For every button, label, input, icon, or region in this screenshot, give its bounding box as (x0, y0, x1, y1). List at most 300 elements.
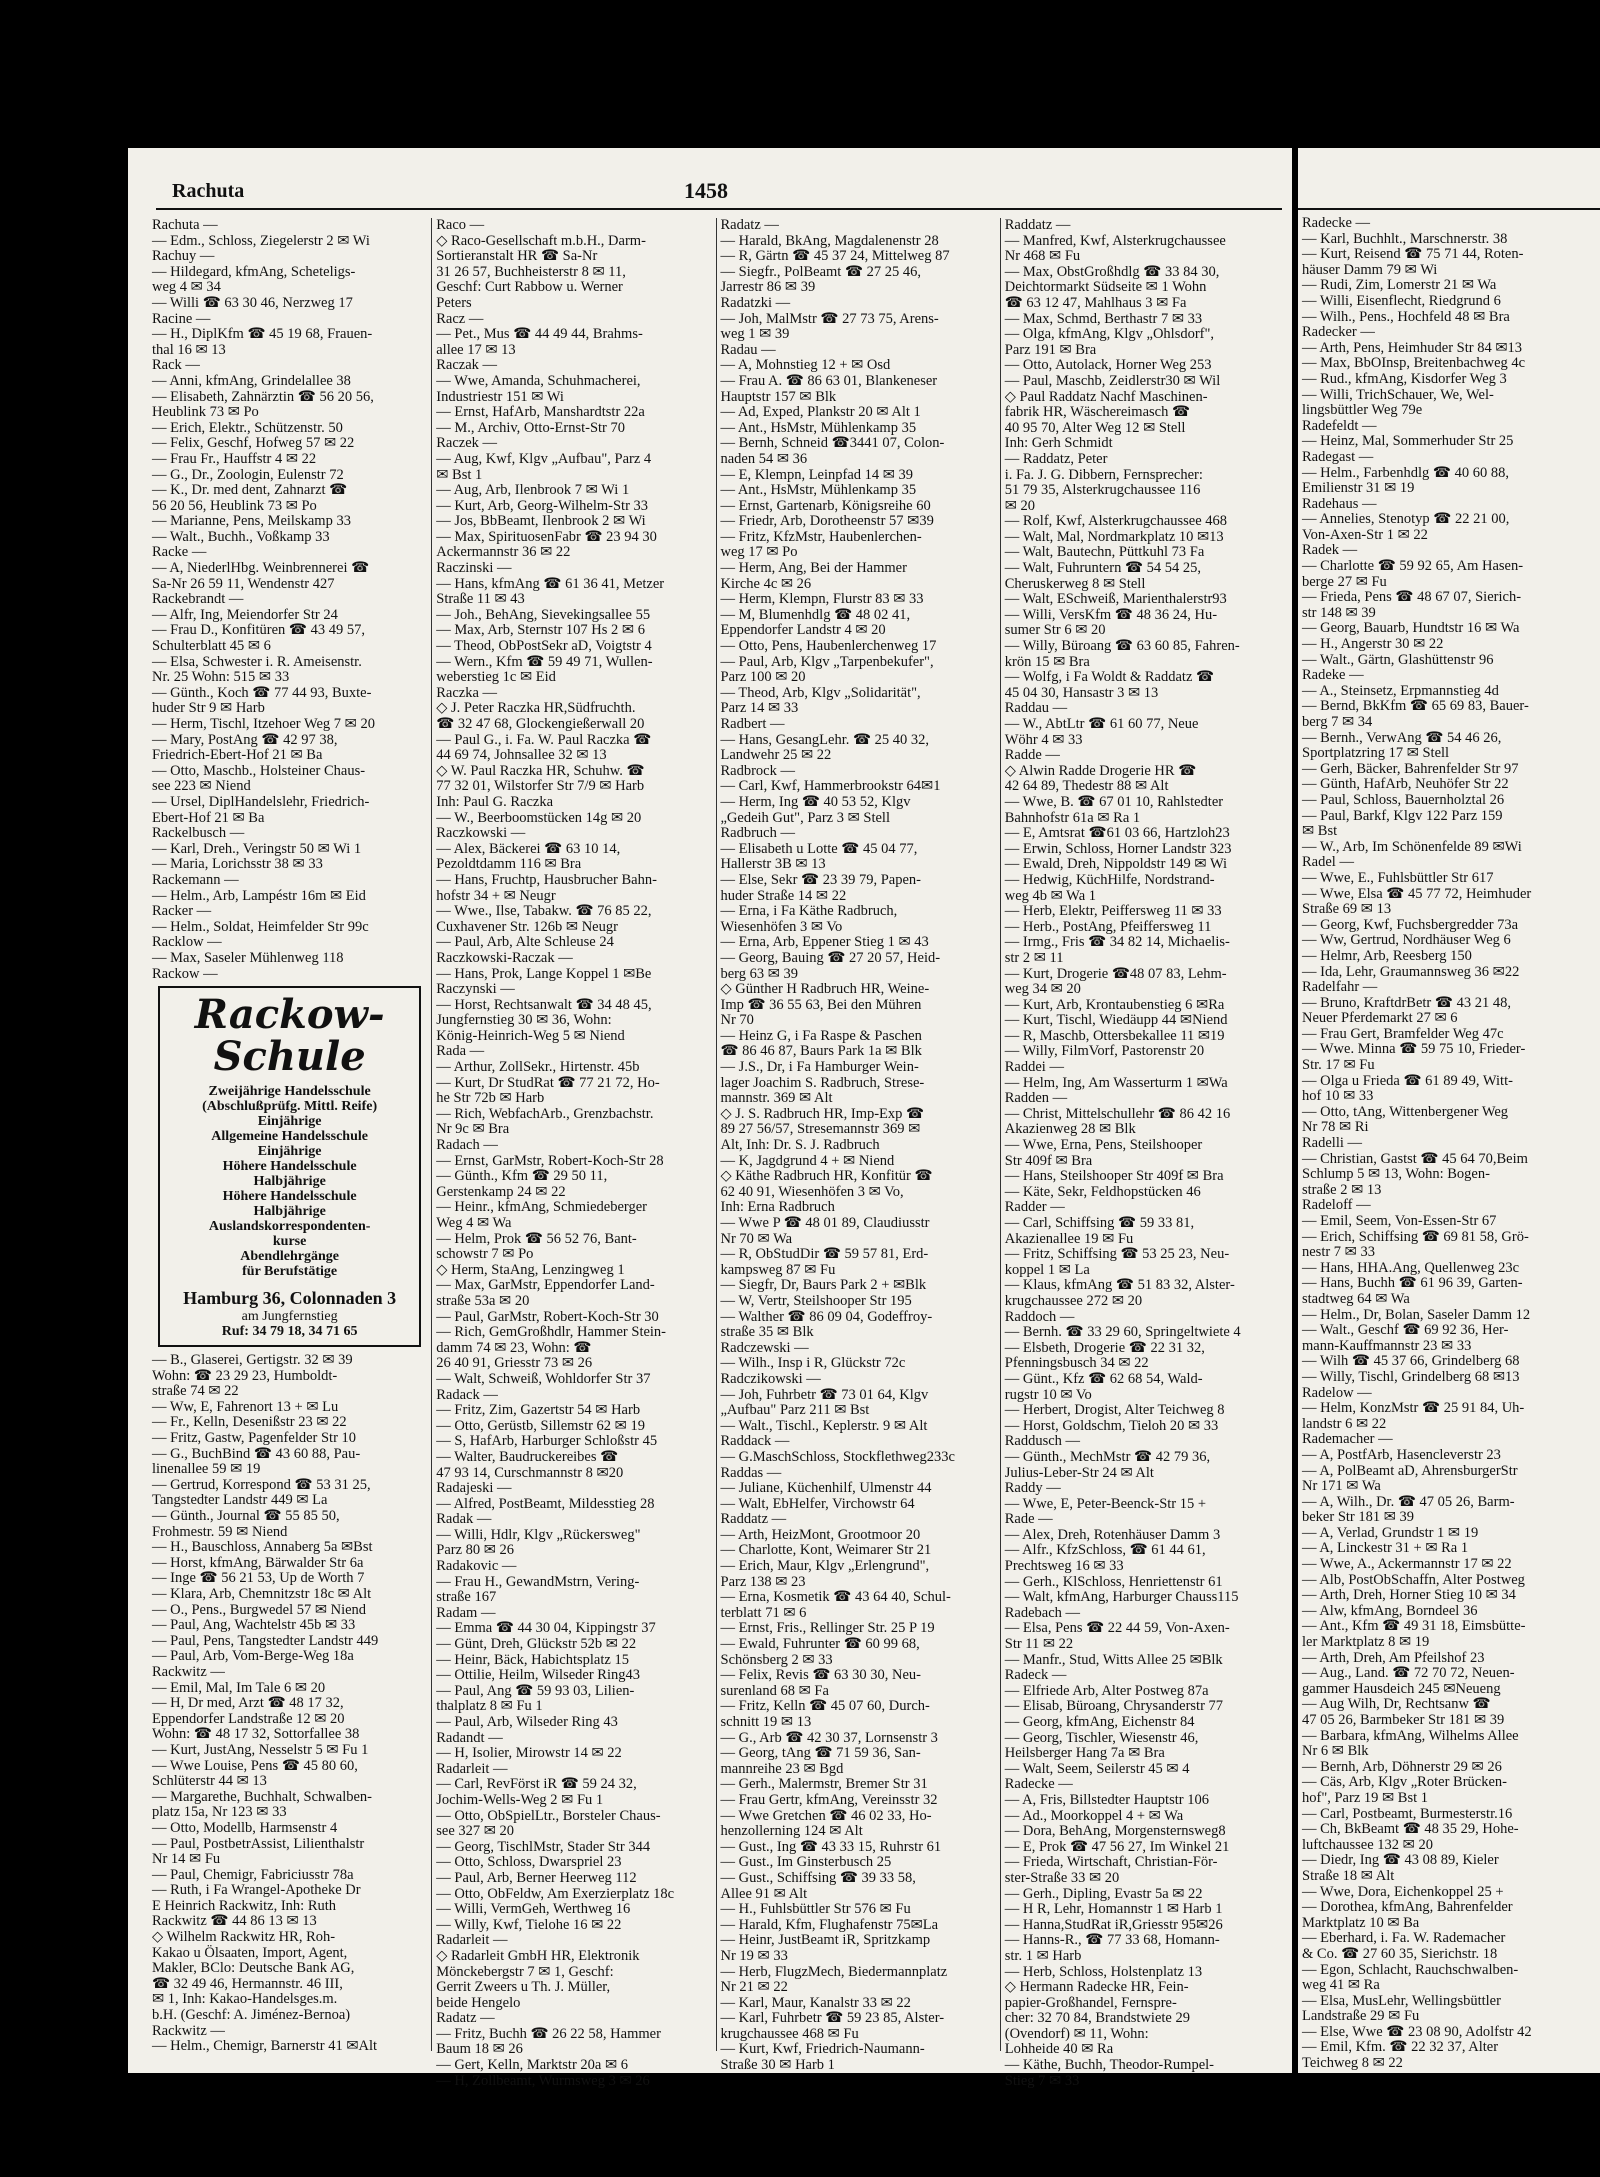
directory-entry-line: — Aug, Arb, Ilenbrook 7 ✉ Wi 1 (436, 482, 630, 499)
ad-line: Zweijährige Handelsschule (208, 1084, 371, 1100)
directory-entry-line: Radatz — (436, 2010, 495, 2027)
directory-entry-line: Kakao u Ölsaaten, Import, Agent, (152, 1944, 348, 1961)
directory-entry-line: krugchaussee 468 ✉ Fu (720, 2025, 859, 2042)
directory-entry-line: — A, Verlad, Grundstr 1 ✉ 19 (1302, 1524, 1479, 1541)
ad-address: Hamburg 36, Colonnaden 3 (183, 1288, 397, 1309)
directory-entry-line: Schulterblatt 45 ✉ 6 (152, 638, 271, 655)
directory-entry-line: — Alw, kfmAng, Borndeel 36 (1302, 1602, 1478, 1619)
directory-entry-line: Nr 19 ✉ 33 (720, 1947, 788, 1964)
directory-entry-line: — Herb, FlugzMech, Biedermannplatz (720, 1963, 948, 1980)
directory-entry-line: papier-Großhandel, Fernspre- (1004, 1994, 1177, 2011)
directory-entry-line: — Walt, Bautechn, Püttkuhl 73 Fa (1004, 544, 1205, 561)
directory-entry-line: Schlüterstr 44 ✉ 13 (152, 1773, 267, 1790)
directory-entry-line: — Frieda, Pens ☎ 48 67 07, Sierich- (1302, 589, 1522, 606)
directory-entry-line: — Otto, Schloss, Dwarspriel 23 (436, 1854, 622, 1871)
directory-entry-line: — Paul, GarMstr, Robert-Koch-Str 30 (436, 1308, 659, 1325)
directory-entry-line: — Karl, Maur, Kanalstr 33 ✉ 22 (720, 1994, 911, 2011)
directory-entry-line: Pezoldtdamm 116 ✉ Bra (436, 856, 582, 873)
directory-entry-line: Pfenningsbusch 34 ✉ 22 (1004, 1355, 1149, 1372)
directory-entry-line: Raddei — (1004, 1059, 1064, 1076)
directory-entry-line: — G., Arb ☎ 42 30 37, Lornsenstr 3 (720, 1729, 938, 1746)
directory-entry-line: Racklow — (152, 934, 222, 951)
directory-entry-line: — Heinr, JustBeamt iR, Spritzkamp (720, 1932, 931, 1949)
directory-entry-line: Parz 191 ✉ Bra (1004, 341, 1097, 358)
directory-entry-line: — Max, Arb, Sternstr 107 Hs 2 ✉ 6 (436, 622, 645, 639)
directory-entry-line: Straße 11 ✉ 43 (436, 591, 525, 608)
directory-entry-line: — Frau Fr., Hauffstr 4 ✉ 22 (152, 450, 317, 467)
directory-entry-line: — Heinr., kfmAng, Schmiedeberger (436, 1199, 647, 1216)
ad-line: Einjährige (257, 1144, 322, 1160)
directory-entry-line: Radek — (1302, 542, 1358, 559)
directory-entry-line: — Wilh., Insp i R, Glückstr 72c (720, 1355, 906, 1372)
directory-entry-line: — Frau H., GewandMstrn, Vering- (436, 1573, 640, 1590)
directory-entry-line: — Heinz G, i Fa Raspe & Paschen (720, 1027, 922, 1044)
directory-entry-line: — H, Zollbeamt, Wurmsweg 3 ✉ 26 (436, 2072, 650, 2089)
directory-entry-line: Baum 18 ✉ 26 (436, 2041, 523, 2058)
directory-entry-line: Radefeldt — (1302, 417, 1377, 434)
directory-entry-line: Ackermannstr 36 ✉ 22 (436, 544, 571, 561)
directory-entry-line: straße 167 (436, 1589, 497, 1606)
directory-entry-line: — Aug, Kwf, Klgv „Aufbau", Parz 4 (436, 450, 652, 467)
directory-entry-line: — Walter, Baudruckereibes ☎ (436, 1448, 619, 1465)
directory-entry-line: sumer Str 6 ✉ 20 (1004, 622, 1106, 639)
directory-entry-line: — Elsa, Schwester i. R. Ameisenstr. (152, 653, 362, 670)
directory-entry-line: gammer Hausdeich 245 ✉Neueng (1302, 1680, 1501, 1697)
directory-entry-line: — Gert, Kelln, Marktstr 20a ✉ 6 (436, 2057, 628, 2074)
directory-entry-line: — K, Jagdgrund 4 + ✉ Niend (720, 1152, 895, 1169)
directory-entry-line: — Herb, Schloss, Holstenplatz 13 (1004, 1963, 1203, 1980)
directory-entry-line: — H., Fuhlsbüttler Str 576 ✉ Fu (720, 1901, 911, 1918)
directory-entry-line: ☎ 32 49 46, Hermannstr. 46 III, (152, 1975, 343, 1992)
directory-entry-line: — Günth, HafArb, Neuhöfer Str 22 (1302, 776, 1509, 793)
directory-entry-line: straße 53a ✉ 20 (436, 1292, 530, 1309)
directory-entry-line: — Kurt, Reisend ☎ 75 71 44, Roten- (1302, 246, 1524, 263)
directory-entry-line: 56 20 56, Heublink 73 ✉ Po (152, 497, 317, 514)
directory-entry-line: — Hanns-R., ☎ 77 33 68, Homann- (1004, 1932, 1220, 1949)
directory-entry-line: Rachuy — (152, 248, 215, 265)
directory-entry-line: — Rich, WebfachArb., Grenzbachstr. (436, 1105, 654, 1122)
directory-entry-line: — Pet., Mus ☎ 44 49 44, Brahms- (436, 326, 643, 343)
directory-entry-line: i. Fa. J. G. Dibbern, Fernsprecher: (1004, 466, 1203, 483)
directory-entry-line: — Wolfg, i Fa Woldt & Raddatz ☎ (1004, 669, 1215, 686)
directory-entry-line: — Bernh, Arb, Döhnerstr 29 ✉ 26 (1302, 1758, 1502, 1775)
directory-entry-line: ◇ Günther H Radbruch HR, Weine- (720, 981, 930, 998)
directory-entry-line: Radajeski — (436, 1480, 512, 1497)
directory-entry-line: ler Marktplatz 8 ✉ 19 (1302, 1634, 1430, 1651)
column-3 (716, 217, 1000, 2074)
directory-entry-line: — Günt, Dreh, Glückstr 52b ✉ 22 (436, 1636, 637, 1653)
directory-entry-line: 77 32 01, Wilstorfer Str 7/9 ✉ Harb (436, 778, 645, 795)
directory-entry-line: Radatz — (720, 217, 779, 233)
directory-entry-line: straße 2 ✉ 13 (1302, 1181, 1382, 1198)
directory-entry-line: Radehaus — (1302, 495, 1377, 512)
directory-entry-line: — Harald, Kfm, Flughafenstr 75✉La (720, 1916, 939, 1933)
directory-entry-line: — Ww, Gertrud, Nordhäuser Weg 6 (1302, 932, 1511, 949)
directory-entry-line: krön 15 ✉ Bra (1004, 653, 1090, 670)
directory-entry-line: Raddau — (1004, 700, 1068, 717)
directory-entry-line: ☎ 63 12 47, Mahlhaus 3 ✉ Fa (1004, 294, 1187, 311)
directory-entry-line: 47 93 14, Curschmannstr 8 ✉20 (436, 1464, 624, 1481)
directory-entry-line: — Walt., Buchh., Voßkamp 33 (152, 528, 330, 545)
directory-entry-line: — Else, Sekr ☎ 23 39 79, Papen- (720, 871, 921, 888)
directory-entry-line: — Willi, TrichSchauer, We, Wel- (1302, 386, 1494, 403)
running-head: Rachuta (172, 180, 245, 202)
directory-entry-line: — G., BuchBind ☎ 43 60 88, Pau- (152, 1445, 361, 1462)
directory-entry-line: — Paul, Arb, Wilseder Ring 43 (436, 1714, 618, 1730)
directory-entry-line: — A, Mohnstieg 12 + ✉ Osd (720, 357, 891, 374)
ad-line: Halbjährige (253, 1204, 326, 1220)
directory-entry-line: — Otto, ObFeldw, Am Exerzierplatz 18c (436, 1885, 675, 1902)
directory-entry-line: — Siegfr, Dr, Baurs Park 2 + ✉Blk (720, 1277, 927, 1294)
directory-entry-line: — A, Fris, Billstedter Hauptstr 106 (1004, 1791, 1209, 1808)
directory-entry-line: lingsbüttler Weg 79e (1302, 402, 1423, 419)
directory-entry-line: Parz 80 ✉ 26 (436, 1542, 515, 1559)
ad-line: Abendlehrgänge (240, 1249, 340, 1265)
directory-entry-line: — Ant., Kfm ☎ 49 31 18, Eimsbütte- (1302, 1618, 1526, 1635)
directory-entry-line: — A, PolBeamt aD, AhrensburgerStr (1302, 1462, 1518, 1479)
directory-entry-line: — Alfr, Ing, Meiendorfer Str 24 (152, 606, 338, 623)
directory-entry-line: — Alex, Bäckerei ☎ 63 10 14, (436, 840, 621, 857)
directory-entry-line: — H., DiplKfm ☎ 45 19 68, Frauen- (152, 326, 373, 343)
column-4 (1000, 217, 1284, 2089)
directory-entry-line: — Hans, kfmAng ☎ 61 36 41, Metzer (436, 575, 665, 592)
directory-entry-line: — Emil, Seem, Von-Essen-Str 67 (1302, 1213, 1497, 1229)
directory-entry-line: — Arthur, ZollSekr., Hirtenstr. 45b (436, 1059, 640, 1076)
directory-entry-line: — Erna, Arb, Eppener Stieg 1 ✉ 43 (720, 934, 929, 951)
directory-entry-line: ◇ Radarleit GmbH HR, Elektronik (436, 1947, 640, 1964)
directory-entry-line: ☎ 86 46 87, Baurs Park 1a ✉ Blk (720, 1043, 922, 1060)
directory-entry-line: — Ant., HsMstr, Mühlenkamp 35 (720, 419, 917, 436)
directory-entry-line: — Manfred, Kwf, Alsterkrugchaussee (1004, 232, 1226, 249)
ad-line: (Abschlußprüfg. Mittl. Reife) (202, 1099, 378, 1115)
directory-entry-line: Raczka — (436, 684, 498, 701)
directory-entry-line: — Elfriede Arb, Alter Postweg 87a (1004, 1682, 1209, 1699)
directory-entry-line: weg 4b ✉ Wa 1 (1004, 887, 1097, 904)
directory-entry-line: — Christ, Mittelschullehr ☎ 86 42 16 (1004, 1105, 1231, 1122)
directory-entry-line: Radde — (1004, 747, 1060, 764)
directory-entry-line: Hallerstr 3B ✉ 13 (720, 856, 826, 873)
directory-entry-line: — Hans, Fruchtp, Hausbrucher Bahn- (436, 871, 657, 888)
directory-entry-line: — Willi, VersKfm ☎ 48 36 24, Hu- (1004, 606, 1218, 623)
directory-entry-line: — Karl, Buchhlt., Marschnerstr. 38 (1302, 230, 1508, 247)
directory-entry-line: — Max, SpirituosenFabr ☎ 23 94 30 (436, 528, 657, 545)
next-page-column (1302, 215, 1598, 2072)
directory-entry-line: — Alex, Dreh, Rotenhäuser Damm 3 (1004, 1526, 1221, 1543)
directory-entry-line: 45 04 30, Hansastr 3 ✉ 13 (1004, 684, 1159, 701)
directory-entry-line: — Hans, Buchh ☎ 61 96 39, Garten- (1302, 1275, 1523, 1292)
directory-entry-line: Radder — (1004, 1199, 1065, 1216)
directory-entry-line: — Paul, Arb, Berner Heerweg 112 (436, 1869, 637, 1886)
directory-entry-line: ✉ 1, Inh: Kakao-Handelsges.m. (152, 1991, 338, 2008)
directory-entry-line: Cheruskerweg 8 ✉ Stell (1004, 575, 1146, 592)
directory-entry-line: — Hans, HHA.Ang, Quellenweg 23c (1302, 1259, 1520, 1276)
directory-entry-line: Schlump 5 ✉ 13, Wohn: Bogen- (1302, 1166, 1490, 1183)
directory-entry-line: — A, PostfArb, Hasencleverstr 23 (1302, 1446, 1501, 1463)
directory-entry-line: (Ovendorf) ✉ 11, Wohn: (1004, 2025, 1149, 2042)
directory-entry-line: Radecke — (1004, 1776, 1073, 1793)
ad-line: kurse (272, 1234, 307, 1250)
directory-entry-line: luftchaussee 132 ✉ 20 (1302, 1836, 1433, 1853)
directory-entry-line: — Arth, Dreh, Am Pfeilshof 23 (1302, 1649, 1485, 1666)
directory-entry-line: — H, Dr med, Arzt ☎ 48 17 32, (152, 1695, 344, 1712)
directory-entry-line: Radarleit — (436, 1932, 508, 1949)
directory-entry-line: — Walt, EbHelfer, Virchowstr 64 (720, 1495, 915, 1512)
header-rule (156, 208, 1282, 210)
directory-entry-line: — Willy, FilmVorf, Pastorenstr 20 (1004, 1043, 1205, 1060)
directory-entry-line: — Walt, kfmAng, Harburger Chauss115 (1004, 1589, 1239, 1606)
directory-entry-line: — Otto, Modellb, Harmsenstr 4 (152, 1819, 338, 1836)
directory-entry-line: — K., Dr. med dent, Zahnarzt ☎ (152, 482, 348, 499)
directory-entry-line: ☎ 32 47 68, Glockengießerwall 20 (436, 716, 645, 732)
directory-entry-line: krugchaussee 272 ✉ 20 (1004, 1292, 1143, 1309)
directory-entry-line: — Paul, Arb, Alte Schleuse 24 (436, 934, 614, 951)
directory-entry-line: — Frau Gert, Bramfelder Weg 47c (1302, 1025, 1504, 1042)
directory-entry-line: Raddy — (1004, 1480, 1061, 1497)
directory-entry-line: — Kurt, Arb, Georg-Wilhelm-Str 33 (436, 497, 649, 514)
directory-entry-line: — S, HafArb, Harburger Schloßstr 45 (436, 1433, 658, 1450)
directory-entry-line: — Fritz, Schiffsing ☎ 53 25 23, Neu- (1004, 1246, 1230, 1263)
directory-entry-line: Akazienallee 19 ✉ Fu (1004, 1230, 1134, 1247)
directory-entry-line: weg 17 ✉ Po (720, 544, 798, 561)
directory-entry-line: — Wwe Gretchen ☎ 46 02 33, Ho- (720, 1807, 932, 1824)
directory-entry-line: — Walt, Seem, Seilerstr 45 ✉ 4 (1004, 1760, 1190, 1777)
directory-entry-line: — A, NiederlHbg. Weinbrennerei ☎ (152, 560, 370, 577)
directory-entry-line: berge 27 ✉ Fu (1302, 573, 1387, 590)
directory-entry-line: Alt, Inh: Dr. S. J. Radbruch (720, 1137, 880, 1154)
directory-entry-line: koppel 1 ✉ La (1004, 1261, 1090, 1278)
directory-entry-line: & Co. ☎ 27 60 35, Sierichstr. 18 (1302, 1945, 1498, 1962)
directory-entry-line: — Helm, Prok ☎ 56 52 76, Bant- (436, 1230, 637, 1247)
directory-entry-line: 40 95 70, Alter Weg 12 ✉ Stell (1004, 419, 1186, 436)
next-page-header-rule (1298, 208, 1600, 210)
directory-entry-line: — Helm, KonzMstr ☎ 25 91 84, Uh- (1302, 1400, 1525, 1417)
directory-entry-line: — Hedwig, KüchHilfe, Nordstrand- (1004, 871, 1215, 888)
directory-entry-line: damm 74 ✉ 23, Wohn: ☎ (436, 1339, 592, 1356)
directory-entry-line: Emilienstr 31 ✉ 19 (1302, 480, 1415, 497)
column-2 (431, 217, 715, 2089)
directory-entry-line: Rackwitz — (152, 1663, 225, 1680)
directory-entry-line: — R, ObStudDir ☎ 59 57 81, Erd- (720, 1246, 929, 1263)
directory-entry-line: — Elisabeth u Lotte ☎ 45 04 77, (720, 840, 918, 857)
directory-entry-line: kampsweg 87 ✉ Fu (720, 1261, 836, 1278)
directory-entry-line: Cuxhavener Str. 126b ✉ Neugr (436, 918, 618, 935)
directory-entry-line: — J.S., Dr, i Fa Hamburger Wein- (720, 1059, 919, 1076)
directory-entry-line: — Horst, Goldschm, Tieloh 20 ✉ 33 (1004, 1417, 1219, 1434)
directory-entry-line: — Paul, Chemigr, Fabriciusstr 78a (152, 1866, 354, 1883)
directory-entry-line: mann-Kauffmannstr 23 ✉ 33 (1302, 1337, 1472, 1354)
directory-entry-line: lager Joachim S. Radbruch, Strese- (720, 1074, 925, 1091)
directory-entry-line: — Raddatz, Peter (1004, 450, 1108, 467)
directory-entry-line: — B., Glaserei, Gertigstr. 32 ✉ 39 (152, 1352, 353, 1369)
directory-entry-line: Raddatz — (720, 1511, 787, 1528)
directory-entry-line: Radecke — (1302, 215, 1371, 231)
ad-title: Schule (213, 1033, 366, 1081)
directory-entry-line: — W., AbtLtr ☎ 61 60 77, Neue (1004, 716, 1199, 732)
directory-entry-line: ster-Straße 33 ✉ 20 (1004, 1869, 1120, 1886)
directory-entry-line: Sa-Nr 26 59 11, Wendenstr 427 (152, 575, 335, 592)
directory-entry-line: — Ernst, Gartenarb, Königsreihe 60 (720, 497, 931, 514)
directory-entry-line: — Manfr., Stud, Witts Allee 25 ✉Blk (1004, 1651, 1223, 1668)
directory-entry-line: — Erich, Elektr., Schützenstr. 50 (152, 419, 343, 436)
directory-entry-line: Wiesenhöfen 3 ✉ Vo (720, 918, 843, 935)
directory-entry-line: Kirche 4c ✉ 26 (720, 575, 812, 592)
directory-entry-line: — Willi, Eisenflecht, Riedgrund 6 (1302, 292, 1501, 309)
directory-entry-line: — Gust., Im Ginsterbusch 25 (720, 1854, 892, 1871)
directory-entry-line: — Georg, tAng ☎ 71 59 36, San- (720, 1745, 921, 1762)
directory-entry-line: — Willy, Büroang ☎ 63 60 85, Fahren- (1004, 638, 1240, 655)
directory-entry-line: Schönsberg 2 ✉ 33 (720, 1651, 833, 1668)
directory-entry-line: — Käte, Sekr, Feldhopstücken 46 (1004, 1183, 1201, 1200)
directory-entry-line: platz 15a, Nr 123 ✉ 33 (152, 1804, 287, 1821)
directory-entry-line: — W., Arb, Im Schönenfelde 89 ✉Wi (1302, 838, 1522, 855)
directory-entry-line: — Horst, Rechtsanwalt ☎ 34 48 45, (436, 996, 652, 1013)
directory-entry-line: schowstr 7 ✉ Po (436, 1246, 534, 1263)
directory-entry-line: beide Hengelo (436, 1994, 521, 2011)
directory-entry-line: — Herm, Ang, Bei der Hammer (720, 560, 907, 577)
directory-entry-line: — Ernst, HafArb, Manshardtstr 22a (436, 404, 645, 421)
directory-entry-line: henzollerning 124 ✉ Alt (720, 1823, 863, 1840)
directory-entry-line: — Karl, Fuhrbetr ☎ 59 23 85, Alster- (720, 2010, 945, 2027)
ad-line: Höhere Handelsschule (222, 1189, 357, 1205)
directory-entry-line: — Rich, GemGroßhdlr, Hammer Stein- (436, 1324, 667, 1341)
directory-entry-line: — Bernd, BkKfm ☎ 65 69 83, Bauer- (1302, 698, 1529, 715)
directory-entry-line: — Barbara, kfmAng, Wilhelms Allee (1302, 1727, 1519, 1744)
directory-entry-line: — Cäs, Arb, Klgv „Roter Brücken- (1302, 1774, 1507, 1791)
directory-entry-line: Radbrock — (720, 762, 795, 779)
column-1 (148, 217, 431, 2055)
directory-entry-line: — H., Bauschloss, Annaberg 5a ✉Bst (152, 1539, 373, 1556)
directory-entry-line: — M., Archiv, Otto-Ernst-Str 70 (436, 419, 626, 436)
directory-entry-line: — Marianne, Pens, Meilskamp 33 (152, 513, 351, 530)
directory-entry-line: Wöhr 4 ✉ 33 (1004, 731, 1083, 748)
directory-entry-line: — Helmr, Arb, Reesberg 150 (1302, 947, 1472, 964)
directory-entry-line: — Arth, Dreh, Horner Stieg 10 ✉ 34 (1302, 1587, 1516, 1604)
directory-entry-line: mannreihe 23 ✉ Bgd (720, 1760, 844, 1777)
directory-entry-line: — Kurt, Dr StudRat ☎ 77 21 72, Ho- (436, 1074, 660, 1091)
directory-entry-line: — Paul, Maschb, Zeidlerstr30 ✉ Wil (1004, 372, 1221, 389)
directory-entry-line: — Fritz, Zim, Gazertstr 54 ✉ Harb (436, 1402, 641, 1419)
directory-entry-line: — Theod, Arb, Klgv „Solidarität", (720, 684, 921, 701)
directory-entry-line: — Fritz, Kelln ☎ 45 07 60, Durch- (720, 1698, 930, 1715)
directory-entry-line: linenallee 59 ✉ 19 (152, 1461, 261, 1478)
directory-entry-line: — Rudi, Zim, Lomerstr 21 ✉ Wa (1302, 277, 1497, 294)
directory-entry-line: — E, Amtsrat ☎61 03 66, Hartzloh23 (1004, 825, 1230, 842)
directory-entry-line: Raco — (436, 217, 485, 233)
directory-entry-line: — Walt, Schweiß, Wohldorfer Str 37 (436, 1370, 651, 1387)
directory-entry-line: — Kurt, Drogerie ☎48 07 83, Lehm- (1004, 965, 1227, 982)
directory-entry-line: Weg 4 ✉ Wa (436, 1215, 512, 1231)
directory-entry-line: — Carl, Kwf, Hammerbrookstr 64✉1 (720, 778, 941, 795)
directory-entry-line: schnitt 19 ✉ 13 (720, 1714, 812, 1730)
directory-entry-line: Von-Axen-Str 1 ✉ 22 (1302, 526, 1428, 543)
directory-entry-line: — Theod, ObPostSekr aD, Voigtstr 4 (436, 638, 652, 655)
directory-entry-line: — Gust., Schiffsing ☎ 39 33 58, (720, 1869, 916, 1886)
directory-entry-line: — Frieda, Wirtschaft, Christian-För- (1004, 1854, 1218, 1871)
directory-entry-line: Radbert — (720, 716, 785, 732)
directory-entry-line: stadtweg 64 ✉ Wa (1302, 1290, 1410, 1307)
directory-entry-line: — Walt, Mal, Nordmarkplatz 10 ✉13 (1004, 528, 1224, 545)
directory-entry-line: str 148 ✉ 39 (1302, 604, 1376, 621)
directory-entry-line: — Wern., Kfm ☎ 59 49 71, Wullen- (436, 653, 653, 670)
directory-entry-line: — Walt, Fuhruntern ☎ 54 54 25, (1004, 560, 1202, 577)
directory-entry-line: — Bruno, KraftdrBetr ☎ 43 21 48, (1302, 994, 1511, 1011)
directory-entry-line: — A, Linckestr 31 + ✉ Ra 1 (1302, 1540, 1469, 1557)
page-number: 1458 (684, 178, 728, 203)
directory-entry-line: — Paul, Arb, Vom-Berge-Weg 18a (152, 1648, 354, 1665)
directory-entry-line: Nr 70 ✉ Wa (720, 1230, 793, 1247)
directory-entry-line: Raczynski — (436, 981, 515, 998)
ad-line: Auslandskorrespondenten- (208, 1219, 371, 1235)
directory-entry-line: — Walther ☎ 86 09 04, Godeffroy- (720, 1308, 933, 1325)
directory-entry-line: Racine — (152, 310, 211, 327)
directory-entry-line: str 2 ✉ 11 (1004, 949, 1064, 966)
directory-entry-line: Nr 21 ✉ 22 (720, 1979, 788, 1996)
directory-entry-line: Radegast — (1302, 448, 1374, 465)
directory-entry-line: ◇ J. S. Radbruch HR, Imp-Exp ☎ (720, 1105, 925, 1122)
directory-entry-line: — Herbert, Drogist, Alter Teichweg 8 (1004, 1402, 1225, 1419)
directory-entry-line: Radandt — (436, 1729, 503, 1746)
directory-entry-line: — Elisabeth, Zahnärztin ☎ 56 20 56, (152, 388, 374, 405)
directory-entry-line: straße 35 ✉ Blk (720, 1324, 814, 1341)
directory-entry-line: landstr 6 ✉ 22 (1302, 1415, 1387, 1432)
directory-entry-line: — Helm., Chemigr, Barnerstr 41 ✉Alt (152, 2038, 378, 2055)
directory-entry-line: — Wwe, B. ☎ 67 01 10, Rahlstedter (1004, 793, 1224, 810)
directory-entry-line: — Günth., Journal ☎ 55 85 50, (152, 1508, 340, 1525)
directory-entry-line: — Rolf, Kwf, Alsterkrugchaussee 468 (1004, 513, 1228, 530)
directory-entry-line: Makler, BClo: Deutsche Bank AG, (152, 1960, 355, 1977)
directory-entry-line: Radam — (436, 1604, 496, 1621)
directory-entry-line: — Elsa, Pens ☎ 22 44 59, Von-Axen- (1004, 1620, 1230, 1637)
directory-entry-line: Inh: Erna Radbruch (720, 1199, 835, 1216)
directory-entry-line: 26 40 91, Griesstr 73 ✉ 26 (436, 1355, 593, 1372)
directory-entry-line: Radack — (436, 1386, 498, 1403)
directory-entry-line: — Ernst, GarMstr, Robert-Koch-Str 28 (436, 1152, 664, 1169)
directory-entry-line: ◇ W. Paul Raczka HR, Schuhw. ☎ (436, 762, 645, 779)
directory-entry-line: Wohn: ☎ 48 17 32, Sottorfallee 38 (152, 1726, 360, 1743)
directory-entry-line: weberstieg 1c ✉ Eid (436, 669, 556, 686)
directory-entry-line: — H R, Lehr, Homannstr 1 ✉ Harb 1 (1004, 1901, 1223, 1918)
directory-entry-line: Nr 468 ✉ Fu (1004, 248, 1081, 265)
directory-entry-line: Heilsberger Hang 7a ✉ Bra (1004, 1745, 1165, 1762)
directory-entry-line: — Frau A. ☎ 86 63 01, Blankeneser (720, 372, 938, 389)
directory-entry-line: — Erna, i Fa Käthe Radbruch, (720, 903, 898, 920)
directory-entry-line: Raddatz — (1004, 217, 1071, 233)
directory-entry-line: — Georg, TischlMstr, Stader Str 344 (436, 1838, 651, 1855)
directory-entry-line: Straße 69 ✉ 13 (1302, 901, 1392, 918)
directory-entry-line: — Frau D., Konfitüren ☎ 43 49 57, (152, 622, 365, 639)
directory-entry-line: — Ad., Moorkoppel 4 + ✉ Wa (1004, 1807, 1184, 1824)
directory-entry-line: Rachuta — (152, 217, 218, 233)
directory-entry-line: — Hildegard, kfmAng, Scheteligs- (152, 263, 356, 280)
directory-entry-line: — Hans, Steilshooper Str 409f ✉ Bra (1004, 1168, 1224, 1185)
directory-entry-line: — Gerh., Dipling, Evastr 5a ✉ 22 (1004, 1885, 1203, 1902)
directory-entry-line: b.H. (Geschf: A. Jiménez-Bernoa) (152, 2007, 351, 2024)
directory-entry-line: weg 34 ✉ 20 (1004, 981, 1081, 998)
directory-entry-line: ◇ Raco-Gesellschaft m.b.H., Darm- (436, 232, 646, 249)
directory-entry-line: — G., Dr., Zoologin, Eulenstr 72 (152, 466, 344, 483)
directory-entry-line: 31 26 57, Buchheisterstr 8 ✉ 11, (436, 263, 626, 280)
directory-entry-line: Radden — (1004, 1090, 1068, 1107)
directory-entry-line: — Elsa, MusLehr, Wellingsbüttler (1302, 1992, 1501, 2009)
directory-entry-line: — Ernst, Fris., Rellinger Str. 25 P 19 (720, 1620, 935, 1637)
directory-entry-line: — Max, ObstGroßhdlg ☎ 33 84 30, (1004, 263, 1220, 280)
directory-entry-line: Marktplatz 10 ✉ Ba (1302, 1914, 1420, 1931)
directory-entry-line: — Ruth, i Fa Wrangel-Apotheke Dr (152, 1882, 361, 1899)
directory-entry-line: häuser Damm 79 ✉ Wi (1302, 261, 1438, 278)
directory-entry-line: — Olga, kfmAng, Klgv „Ohlsdorf", (1004, 326, 1215, 343)
directory-entry-line: Lohheide 40 ✉ Ra (1004, 2041, 1114, 2058)
directory-entry-line: — Wwe, E, Peter-Beenck-Str 15 + (1004, 1495, 1207, 1512)
